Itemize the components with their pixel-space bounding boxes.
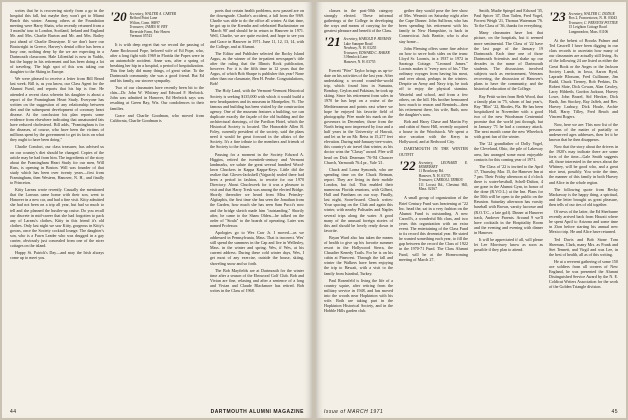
class-taddr2: Hanover, N. H. 03755 [343, 59, 376, 64]
paragraph: poets that certain health problems, now passed are on the downgrade. Charlie's accident, a fall from the 9/69. Charlie was able to do the office all winter. At that time, he got up to the Kremlin and celebrated Buckminster on 'March 90' and should be in return to Hanover in 1971. Well, Charlie, we are quite excited, and hope to see you and Grace in Hanover in 1971. June 11, 12, 13, 14, with the College, and at Alumni. [210, 8, 304, 49]
paragraph: writes that he is recovering nicely from a go in the hospital this fall, but maybe they won't get to Miami Beach this winter. Among others at the Foundation meeting were Harry Shain, who recently returned from a 3 months' tour to London, Scotland, Ireland and England Mr. and Mrs. Charlie Burton and Mr. and Mrs. Bailey just ahead of Charlie Dearstyne. If we don't have our Boatwright in Greece, Harvey's dental office has been a busy one, nothing deny by the we are expecting in a Dartmouth classroom. Hale Lilienthal is now in Yaddo, but the happy in his retirement and has been doing a lot of traveling. The high spot of this was taking our daughter to the Skiing in Europe. [10, 8, 104, 75]
paragraph: Charlie Comfort, our class treasurer, has advised us on our country's diet should be changed. Copies of the article may be had from him. The ingredients of the story about the Framingham Heart Study for our men, Will Russ, is opening in Boston. Will was founder of that study which has been over twenty years—first from Framingham, then Western, Hanover, N. H., and finally to Princeton. [10, 144, 104, 186]
class-treasurer: Treasurer, C. PRESTON POTTER [568, 20, 618, 25]
paragraph: Bob and Harry Chase and Martin Fry and cabin of Snow Hill, recently acquired a house in the Woodstock. We spent a nice vacation with the Kerry in Hollywood, and at Redwood City. [399, 118, 468, 145]
text-column [210, 8, 304, 402]
paragraph: The Bob Mayfields are at Dartmouth for the winter time after a season of the Elmwood Golf Club. Bob and Vivian are fine, relaxing and after a sentence of a long and Vivian and Claude Blackmore has retired. Bob writes in the Class of 1968. [210, 267, 304, 293]
class-year: '21 [324, 34, 341, 50]
paragraph: Ted Davis and Bob Stone Tom Sherman, Clark, many Mrs. as Frank and Stet Tennett, and Virgil and was Lee, in the best of health, all as of this writing. [549, 236, 618, 257]
class-treasurer: Treasurer, JAMES W. FRY [129, 25, 168, 30]
class-year: '20 [110, 9, 127, 24]
class-officers [344, 36, 392, 63]
paragraph: Of news of the latter, the Ed Sherburne recently arrived back from Hawaii where he spent April to Arizona and some time in Zion before starting his annual new Mexico trip. He and Alice have returned. [549, 209, 618, 235]
paragraph: gether they would pose the free show of Mrs. Wesmitt on Saturday night after the Cape Dinner. John Sullivan, who has been spending his retirement with his family in New Hampshire, is back in Connecticut. Jack Beattie, who is also stay home... [399, 8, 468, 44]
paragraph: classes in the post-50th category strongly elected. These informal gatherings at the College in developing the ways and means of carrying for the greatest pleasure and benefit of the Class. [324, 8, 393, 34]
right-page-columns [324, 8, 618, 402]
class-addr2: Hanover, N. H. 03755 [418, 173, 451, 178]
paragraph: The Holy Land, with the Vermont-Vermont Historical Society is seeking $135,000 with which it would build a new headquarters and its museum in Montpelier, Vt. The famous and building has been visited by the construction agency. One of the museum features a building, we can duplicate exactly the façade of the old building and the architectural drawings, of the Pavilion Hotel, which the Historical Society is located. The Honorable Allen B. Foley, currently president of the society, said the plans need it would be great forward in the affairs of the Society. It's a fine tribute to the members and friends of the Society to the future. [210, 88, 304, 150]
text-column [549, 8, 618, 402]
paragraph: At the behest of Brooks Palmer and Ted Caswell I have been digging in our class records to ascertain how many of our classmates are actually still living. As of the following 24 are listed as either the Great Book or the Anges or the Jackson Society Lamb, in Iowa, Aaron Byrd, Laprade Blossom, Fred Cullinane, Jim Rudd, Chuck Tierney, Rob Perkins, Dr. Robert Slate, Dick Cowan, Alan Cawley, Larry Hildreth, Gordon Jackson, Harvey Lowe, John Brazel, Sid Hiecker, Dick Barth, Jim Stockey, Ray Jaffeh, and Rev. Harvey Lasbury, Dick Houle, Archie Hall, Harry Tilley, Fred Beach and Vincent Rogers. [549, 38, 618, 120]
text-column [474, 8, 543, 402]
magazine-title: DARTMOUTH ALUMNI MAGAZINE [210, 409, 304, 415]
class-heading [549, 11, 618, 34]
paragraph: We were pleased to receive a letter from Bill Beard last week. Bill is, as you know, our Class Agent for the Alumni Fund, and reports that his hip is fine. He attended a recent class wherein his daughter is about a report of the Framingham Heart Study. Everyone has written on the suggestion of any relationship between diet and the subsequent development of coronary heart disease. At the conclusion his plan reports some evidence from elsewhere indicating that unsaturated fats have reduced cholesterol. Bill adds, "Framingham is for the diseases, of course, who have been the victims of millions spent by the government to get its facts on what they ought to have been doing." [10, 76, 104, 143]
paragraph: Happy St. Patrick's Day—and may the Irish always come up to meet you. [10, 250, 104, 261]
paragraph: John Fleming offers some fine advice on how to serve both sides on the team: Lloyd Sr. Loomis, in a 1937 to 1972 in Saratoga Cottage. "Leonard James." Loomis makes it "every now of his." The ordinary voyages from having his meat, and over about, perhaps in the winters. Despite an Army and Navy trip, he took off to enjoy the physical stamina. Wasteful and school, and from a few others, on the hill. His brother bemoaned how much to reason and Reminds—then his retirement there, his wife, Ruth, now the daughter's sons. [399, 45, 468, 117]
class-year: '22 [399, 157, 416, 173]
right-page [316, 2, 626, 418]
paragraph: The Class of '22 is invited to the April 17, Thursday, Mar. 15, the Hanover Inn at 7 pm. Their Friday afternoon at 4 o'clock there is water-bestball, Schell-Dalton, 4 are gone in the Alumni Gym, in honor of the done (R.V.O.L.) at the Inn. Plans for the 50th will be open to the public on the Reunion. Saturday afternoon has varsity baseball with Brown, varsity lacrosse and (R.O.T.C., a late golf). Dinner at Hanover track, Andover Parents. Around 9 we'll have cocktails in the Hospitality Room and the evening and evening with dinner in Hanover. [474, 163, 543, 235]
class-treasurer: Treasurer, EDWARD C. BAKER [343, 50, 390, 55]
right-page-footer [324, 409, 618, 415]
paragraph: Bryan Ward also has taken the means of health to give up his favorite summer resort in the Hollywood Sierra, the Chaudier Kenedy Trails. For he is on his cabin at Pinecrest. Through the fall and winter the Walkers have been enjoying the trip to Hawaii, with a visit to the family from Istanbul, Turkey. [324, 234, 393, 276]
paragraph: Grace and Charlie Goodman, who moved from California, Charlie Goodman is [110, 112, 204, 123]
paragraph: It is with deep regret that we record the passing of Anne Rockwood Pope, beloved wife of Ed Pope, who, after a long fight with 1969 in Florida the Popes were in an automobile accident. Anne was, after a spring of breaking her hip in a hospital, a period of hospitalization. This fine lady did many things, of great value. To the Dartmouth community she was a good friend. But Ed and his family, our sincere sympathy. [110, 42, 204, 84]
paragraph: Chuck and Lorna Symonds, who are spending time on the Chuck Reiman, report. They are living in their mobile London, but fail. This enabled their numerous Florida reunions, with Gilbert, Hall and Parnham on our way. Finally, last night, Soon-Issued. Chuck writes: Your spacing on the Club and again this winter, with nearby Palisades and Naples several trips along the water. A good many of the unusual foreign stories of this and should be lovely ready down in favorite. [324, 166, 393, 233]
page-number-right: 45 [611, 409, 618, 415]
class-year: '23 [549, 9, 566, 24]
text-column [110, 8, 204, 402]
class-secretary: Secretary, LEONARD E. MORRISSEY [418, 160, 468, 170]
class-treasurer: Treasurer, CARROLL TRIBOU [418, 178, 464, 183]
class-taddr1: 3 Hemlock Lane [343, 55, 368, 60]
issue-date: Issue of MARCH 1971 [324, 409, 384, 415]
class-taddr2: Longmeadow, Mass. 01106 [568, 29, 609, 34]
class-taddr1: 111 Locust Rd., Chestnut Hill, Mass. 02167 [418, 182, 468, 192]
text-column [399, 8, 468, 402]
paragraph: The '22 grandfather of Dolly Vogel, the Cleveland, Ohio, the pile of Lakeway area, has arranged some most enjoyable contacts for this coming year of 1971. [474, 141, 543, 162]
class-secretary: Secretary, HAROLD P. HINMAN [343, 37, 392, 42]
paragraph: DARTMOUTH IN THE WINTER OUTFIT [399, 146, 468, 157]
left-page-columns [10, 8, 304, 402]
class-secretary: Secretary, WALTER A. CARTER [129, 12, 177, 16]
class-taddr1: Riverside Farm, Fair Haven [129, 29, 170, 34]
class-officers [569, 11, 618, 34]
paragraph: The Editor and Publisher selected the Rocky Island Argus, as the winner of the in-patient newspaper's title after the ruling that the Illinois Rock publication, however. For it is the fifth time in 12 years that the Argus, of which Bob Sharpe is publisher this year! None other than our classmate, Ben H. Peabe. Congratulations, Bob! [210, 50, 304, 87]
paragraph: Paul Rosenfeld is living the life of a country squire, after retiring from the military service in 1948, and has moved into the woods near Hopkinton with his wife. Both are taking part in the Hopkinton Historical Society, and in the Hobble Hills garden club. [324, 277, 393, 314]
page-number-left: 44 [10, 409, 17, 415]
paragraph: A small group of organization of the Brief Century Fund was heartening at "22 Inc. head the, sat in a very fashion on the Alumni Fund is outstanding. A new Carroll's, a wonderful 8th class, and two years this organization with an extra event. The entertaining of the Class Fund to its record this decennial year. He stated he wanted something each year, to fill the gap between the record the Class of 1922 in the 1970-71 Fund. The Class Alumni Fund, will be at the Homecoming meeting of March 27. [399, 195, 468, 262]
paragraph: He at a reverent gathering of some 150 ace soldiers from all corners of New England, he was presented the Alumni Distinguished Service Award by the N. E. Coldicut Writers Association for the work of the Golden Triangle division. [549, 258, 618, 290]
class-addr2: Newbury, N. H. 03255 [343, 46, 377, 51]
paragraph: Now, here we are: This now list of the persons of the matter of partially or undeserved ages addresses, then let it be known that he then disappears. [549, 121, 618, 142]
text-column [10, 8, 104, 402]
class-secretary: Secretary, WALTER C. DODGE [568, 12, 615, 16]
class-addr2: Wilton, Conn. 06897 [129, 20, 160, 25]
left-page [2, 2, 312, 418]
class-officers [419, 160, 468, 192]
class-taddr1: 15 Leighton Cottage Road [568, 25, 607, 30]
class-heading [110, 11, 204, 38]
paragraph: Apologies go to Wes Carr Jr. I moved—as we addressed in Pennsylvania, Mass. That is incorrect. Wes' still spend the summers in the Cap and live in Wellesley, Mass. in the winter and spring. Wes, if Wes, at his current address. During these cold winter days, Wes, I get most of any exercise, outside the house, skiing, shoveling snow and so forth. [210, 229, 304, 266]
class-addr1: Lake Sunapee Road [343, 41, 373, 46]
class-addr1: Box 2, Francestown, N. H. 03043 [568, 16, 618, 21]
class-addr1: Belford Point Lane [129, 16, 158, 21]
text-column [324, 8, 393, 402]
paragraph: Now that the story about the drivers in the 1920's may indicate there are some forts of the time—Gale Smith suggests all, those interested in the news about the Whitney, will be good who, and a great nice treat, possibly. You write the time, the manner of this family in both Harvey and Alice in the whole region. [549, 143, 618, 185]
paragraph: Pausing for a moment in the Society Edward A. Higgins, retired the twentieth-century and Vermont landmarks, we salute the great several hundred Wood-lawn Chuckers in Kappa Kappa-Keys. Little did the realize that Gloves-Jackshell (Vajpach) sealed there had been a period in fashion, to rewrite for our 1970 Directory. About Chuchweek for it was a pleasure to visit and that Harry Tresk was among the elected Bridge. Shortly thereafter we heard from Miss Peinsley-Algitaphis, the first time she has seen the Jonathan from the Garden, how much she has seen Sam Pucci's now and the bridge sketch made him "outstanding." Shortly after, he came to the Sham Olden—he talked on the order of "Strala" to the boards of operating. Later was named Professor. [210, 151, 304, 228]
paragraph: Kitty Lareau wrote recently. Casually she mentioned that the Lareaus came home with their son, went to Hanover in a new car, and had a fine visit. Kitty admitted she had not been on a trip all year, but had so much to tell and she planned the hustler-up cruise. Do you recall our discrete in mid-career that she had forgotten to pack any of Lareau's clothes, Kitty in this friend it's old clothes. Only last night we saw Kitty, gorgeous in Kitty's gowns, once the Society cocktail lounge. The daughter's son, who is a Fawn Leader who was drugged in a gay carrier, obviously just concealed from one of the nicer cottages on the island. [10, 187, 104, 249]
left-page-footer [10, 409, 304, 415]
paragraph: Ray Pettit writes from Beth Wood, that a family plan in '75, whom of last year's, Ray "Blin" '22, Rhodes, Fla. He has been hospitalized in November with a good two of the new Woodsman Centennial promise that the world just through, but in January '71 he had a coronary attack. The next month came the new Wheelock with great fun of the winter. [474, 93, 543, 140]
paragraph: Smith, Mudie Spiegel and Edward '35, Paul Spicer '47, Don Tatlen, Fred Vogel, Forrest Weigh '21, Thomas Waterman '76. To the Class of '36, thanks for everything. [474, 8, 543, 29]
paragraph: Many classmates have lost that picture, on the hospitals, but it seemed more sentimental. The Class of '22 have the last page of the January 19 Dartmouth. Each time one of those Dartmouth Scientists and shake up our decades in the name of Dartmouth students. The discussions involved subjects such as environment, Veterans recovering, the discussion of Hanover's plans to have the community, and the historical education of the College. [474, 30, 543, 92]
paragraph: Everett "Pfee" Taylor brings us up-to-date on his activities of the last year. After undertaking a second round-the-world trip, which found him in Sumatra, Bombay, Ceylon and Pakistan, he took up skiing. Since his retirement from sales in 1970 he has kept on a cruise of the Mediterranean and points east where we hope he enjoyed his favorite field of photography. Pfee made his mark on the governors in December, those from the North being now impressed by four and a half years in the University of Hawaii, and let us be on Mr. Reiss in 15,277 feet elevation. During mid-January-tree-water, this country's air travel that winter, as his doctor wins the "Classy" award. Pfee will head on Dick Dearman '76-'84 Chaucer Church, Yarmouth 76.4 pr., Yale '21. [324, 67, 393, 165]
paragraph: It will be appreciated if all, will please let Lee Morrissey know as soon as possible if they plan to attend. [474, 237, 543, 253]
class-officers [130, 11, 177, 38]
paragraph: The following quote from Becky Mackaway is the happy thing, a spiritual, and the letter brought us great pleasure, then tells of our ties of old together. [549, 186, 618, 207]
class-heading [399, 157, 468, 192]
class-taddr2: Vermont 05743 [129, 34, 152, 39]
class-addr1: 11 Brookway Rd. [418, 169, 444, 174]
paragraph: Two of our classmates have recently been hit to the chin—Dr. John W. Whitney and Edward F. Herbrick. John was admitted in Hanover, Ed Herbrick says was resulting at Green Bay, Wis. Our condolences to their families. [110, 85, 204, 111]
class-heading [324, 36, 393, 63]
magazine-spread [2, 2, 626, 418]
